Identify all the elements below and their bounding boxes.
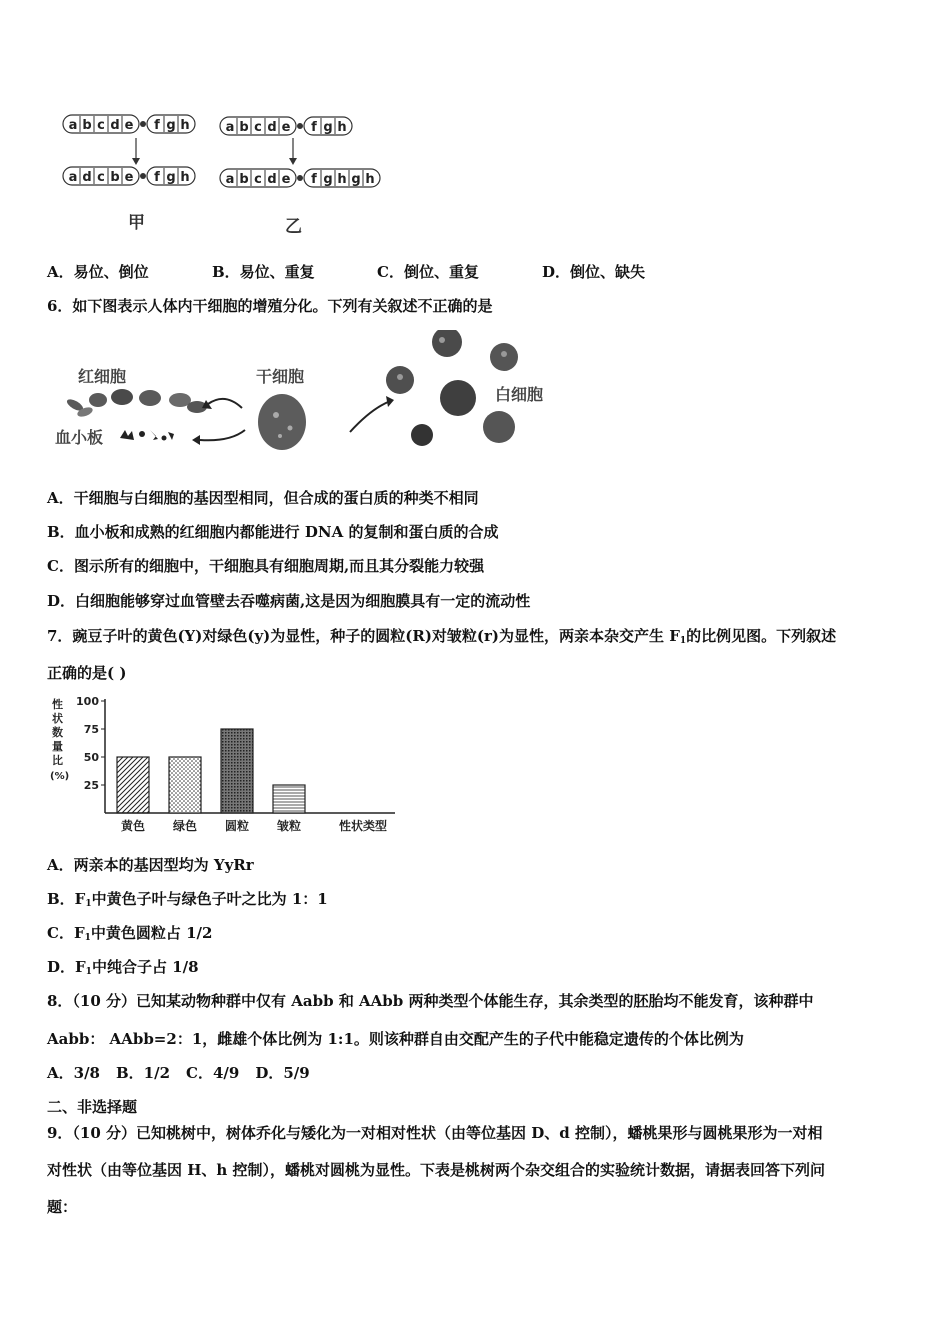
q5-options [47, 261, 645, 282]
trait-ratio-chart [45, 690, 405, 840]
section-heading: 二、非选择题 [47, 1098, 138, 1116]
jia-top-chromosome-left-arm [63, 115, 139, 133]
q5-option-b[interactable]: B．易位、重复 [212, 263, 315, 281]
q9-line2: 对性状（由等位基因 H、h 控制），蟠桃对圆桃为显性。下表是桃树两个杂交组合的实验统计数据，请据表回答下列问 [47, 1161, 826, 1179]
q8-options [47, 1062, 310, 1083]
gene-letter: g [323, 172, 333, 187]
q6-option-b[interactable]: B．血小板和成熟的红细胞内都能进行 DNA 的复制和蛋白质的合成 [47, 523, 499, 541]
q8-option-c[interactable]: C．4/9 [186, 1064, 240, 1082]
gene-letter: a [68, 170, 78, 185]
gene-letter: f [154, 170, 160, 185]
arrow-to-wbc-head [386, 396, 394, 407]
q8-option-a[interactable]: A．3/8 [47, 1064, 100, 1082]
arrow-to-rbc [208, 399, 242, 408]
gene-letter: c [97, 118, 105, 133]
q7-option-b-pre: B．F [47, 890, 86, 908]
x-category-label: 圆粒 [224, 819, 250, 833]
q7-stem-before: 7．豌豆子叶的黄色(Y)对绿色(y)为显性，种子的圆粒(R)对皱粒(r)为显性，两亲本杂交产生 F [47, 627, 680, 645]
y-tick-label: 75 [83, 723, 99, 736]
red-blood-cells [65, 389, 207, 418]
gene-letter: d [267, 120, 277, 135]
q7-stem-after: 的比例见图。下列叙述 [686, 627, 837, 645]
gene-letter: h [337, 120, 347, 135]
y-tick-label: 50 [83, 751, 99, 764]
gene-letter: b [82, 118, 92, 133]
platelets [120, 430, 174, 441]
q7-option-b-post: 中黄色子叶与绿色子叶之比为 1：1 [91, 890, 328, 908]
q7-stem-line2: 正确的是( ) [47, 664, 127, 682]
stem-cell-label: 干细胞 [256, 367, 305, 386]
gene-letter: f [311, 172, 317, 187]
yi-top-chromosome-left-arm [220, 117, 296, 135]
bar-3 [221, 729, 253, 813]
q6-option-a[interactable]: A．干细胞与白细胞的基因型相同，但合成的蛋白质的种类不相同 [47, 489, 479, 507]
bar-4 [273, 785, 305, 813]
gene-letter: c [254, 120, 262, 135]
q5-option-a[interactable]: A．易位、倒位 [47, 263, 149, 281]
jia-top-chromosome-centromere [140, 121, 146, 127]
platelet-label: 血小板 [55, 428, 104, 447]
gene-letter: e [124, 118, 134, 133]
gene-letter: e [281, 120, 291, 135]
yi-bottom-chromosome-right-arm [304, 169, 380, 187]
gene-letter: a [225, 172, 235, 187]
y-axis-label-6: (%) [50, 771, 70, 782]
stem-cell-figure [50, 330, 570, 460]
stem-cell [258, 394, 306, 450]
gene-letter: c [254, 172, 262, 187]
q7-option-d-post: 中纯合子占 1/8 [91, 958, 199, 976]
gene-letter: h [365, 172, 375, 187]
yi-top-chromosome-right-arm [304, 117, 352, 135]
x-category-label: 绿色 [172, 819, 198, 833]
gene-letter: d [82, 170, 92, 185]
q8-line2: Aabb： AAbb=2：1，雌雄个体比例为 1:1。则该种群自由交配产生的子代中能稳定遗传的个体比例为 [47, 1030, 744, 1048]
q7-option-c-post: 中黄色圆粒占 1/2 [90, 924, 213, 942]
jia-arrow-head [132, 158, 140, 165]
y-axis-label-4: 量 [52, 740, 63, 753]
arrow-to-platelet-head [192, 435, 200, 445]
gene-letter: e [124, 170, 134, 185]
gene-letter: f [311, 120, 317, 135]
chromosome-figure [55, 100, 400, 240]
q7-option-d-sub: 1 [85, 967, 92, 977]
y-axis-label-3: 数 [52, 726, 63, 739]
gene-letter: b [239, 172, 249, 187]
jia-bottom-chromosome-right-arm [147, 167, 195, 185]
q7-option-c[interactable] [47, 922, 212, 943]
jia-top-chromosome-right-arm [147, 115, 195, 133]
q7-option-d-pre: D．F [47, 958, 86, 976]
x-category-label: 皱粒 [276, 819, 302, 833]
x-category-label: 黄色 [120, 819, 146, 833]
q9-line1: 9．（10 分）已知桃树中，树体乔化与矮化为一对相对性状（由等位基因 D、d 控制），蟠桃果形与圆桃果形为一对相 [47, 1124, 823, 1142]
q8-option-d[interactable]: D．5/9 [255, 1064, 310, 1082]
y-tick-label: 100 [76, 695, 99, 708]
jia-bottom-chromosome-centromere [140, 173, 146, 179]
yi-bottom-chromosome-left-arm [220, 169, 296, 187]
yi-label: 乙 [285, 217, 302, 237]
gene-letter: g [166, 170, 176, 185]
q9-line3: 题： [47, 1198, 78, 1216]
q6-stem: 6．如下图表示人体内干细胞的增殖分化。下列有关叙述不正确的是 [47, 297, 493, 315]
gene-letter: g [351, 172, 361, 187]
gene-letter: a [225, 120, 235, 135]
wbc-label: 白细胞 [495, 385, 544, 404]
gene-letter: b [110, 170, 120, 185]
q7-option-b-sub: 1 [85, 899, 92, 909]
gene-letter: b [239, 120, 249, 135]
q7-stem-line1 [47, 625, 836, 646]
y-axis-label-1: 性 [52, 698, 63, 711]
q7-option-c-pre: C．F [47, 924, 85, 942]
gene-letter: h [180, 118, 190, 133]
yi-bottom-chromosome-centromere [297, 175, 303, 181]
q6-option-c[interactable]: C．图示所有的细胞中，干细胞具有细胞周期,而且其分裂能力较强 [47, 557, 485, 575]
gene-letter: d [267, 172, 277, 187]
jia-label: 甲 [128, 213, 145, 233]
q8-option-b[interactable]: B．1/2 [116, 1064, 171, 1082]
gene-letter: d [110, 118, 120, 133]
q5-option-c[interactable]: C．倒位、重复 [377, 263, 479, 281]
x-axis-label: 性状类型 [338, 819, 388, 833]
q7-option-b[interactable] [47, 888, 328, 909]
y-axis-label-5: 比 [52, 754, 63, 767]
jia-bottom-chromosome-left-arm [63, 167, 139, 185]
q6-option-d[interactable]: D．白细胞能够穿过血管壁去吞噬病菌,这是因为细胞膜具有一定的流动性 [47, 592, 531, 610]
gene-letter: h [337, 172, 347, 187]
yi-top-chromosome-centromere [297, 123, 303, 129]
gene-letter: f [154, 118, 160, 133]
gene-letter: a [68, 118, 78, 133]
q7-option-d[interactable] [47, 956, 199, 977]
q5-option-d[interactable]: D．倒位、缺失 [542, 263, 646, 281]
bar-1 [117, 757, 149, 813]
y-axis-label-2: 状 [52, 712, 63, 725]
y-tick-label: 25 [83, 779, 99, 792]
q8-line1: 8．（10 分）已知某动物种群中仅有 Aabb 和 AAbb 两种类型个体能生存，其余类型的胚胎均不能发育，该种群中 [47, 992, 814, 1010]
gene-letter: g [166, 118, 176, 133]
arrow-to-platelet [200, 430, 245, 440]
q7-stem-sub: 1 [679, 636, 687, 646]
rbc-label: 红细胞 [78, 367, 127, 386]
q7-option-a[interactable]: A．两亲本的基因型均为 YyRr [47, 856, 254, 874]
gene-letter: e [281, 172, 291, 187]
arrow-to-wbc [350, 402, 388, 432]
bar-2 [169, 757, 201, 813]
q7-option-c-sub: 1 [84, 933, 91, 943]
yi-arrow-head [289, 158, 297, 165]
gene-letter: c [97, 170, 105, 185]
gene-letter: g [323, 120, 333, 135]
gene-letter: h [180, 170, 190, 185]
